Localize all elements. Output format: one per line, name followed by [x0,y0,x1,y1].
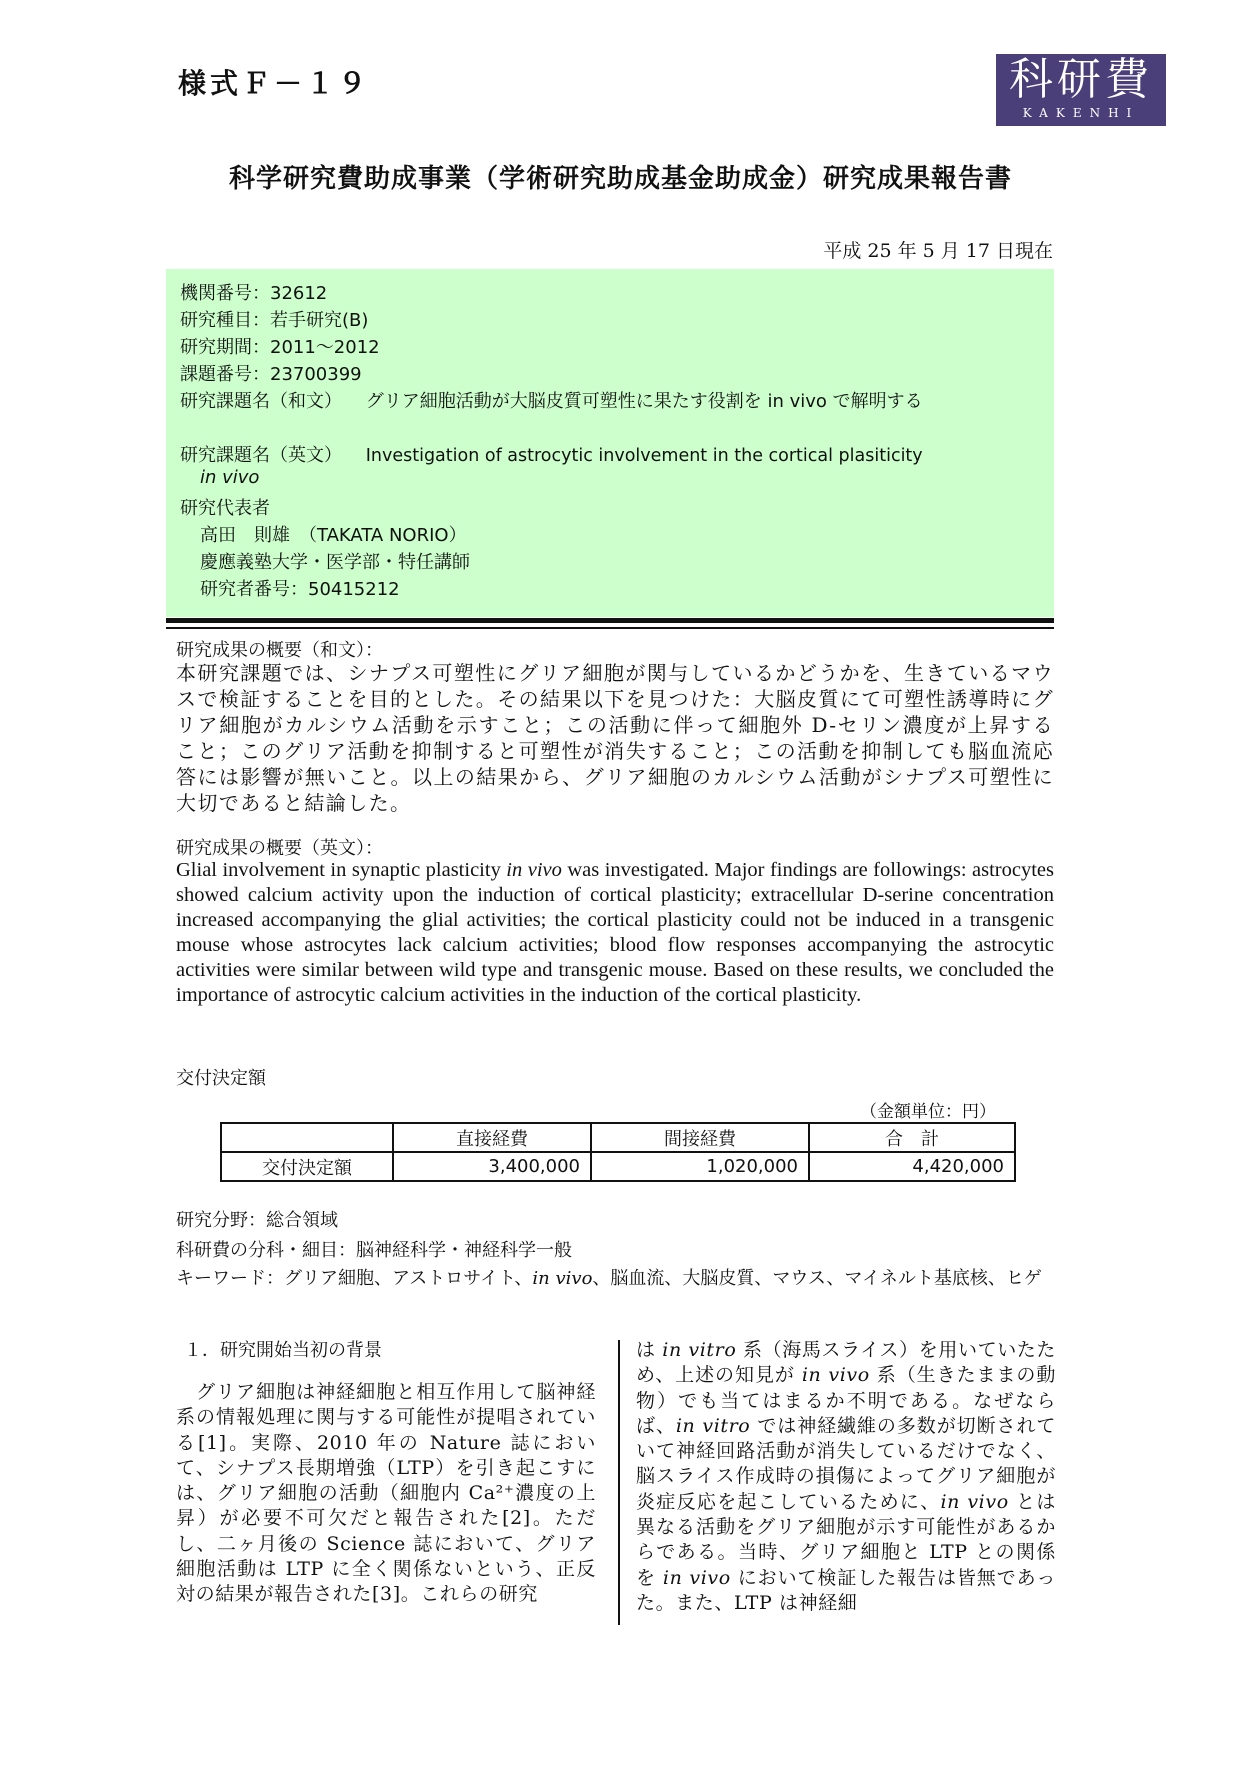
logo-kanji: 科研費 [1009,54,1153,105]
document-title: 科学研究費助成事業（学術研究助成基金助成金）研究成果報告書 [228,164,1012,194]
project-number: 課題番号：23700399 [180,364,362,385]
right-text-2: 系（海馬スライス）を用いていたため、上述の知見が [636,1339,1057,1387]
right-text-6: において検証した報告は皆無であった。また、LTP は神経細 [636,1566,1056,1614]
grant-header-indirect: 間接経費 [591,1123,809,1152]
institution-number: 機関番号：32612 [180,283,328,304]
grant-unit: （金額単位：円） [860,1102,996,1122]
pi-name: 高田 則雄 （TAKATA NORIO） [200,525,467,546]
summary-en-label: 研究成果の概要（英文）： [176,838,383,859]
title-en-continued: in vivo [200,467,260,488]
title-en-row [180,441,923,467]
grant-direct-value: 3,400,000 [393,1152,591,1181]
summary-en-italic: in vivo [506,859,562,881]
research-type: 研究種目：若手研究(B) [180,310,369,331]
research-area: 研究分野：総合領域 [176,1210,338,1231]
title-ja-label: 研究課題名（和文） [180,391,342,412]
summary-en-part-2: was investigated. Major findings are followings: astrocytes showed calcium activity upon the induction of cortical plasticity; extracellular D-serine concentration increased accompanying the glial activities; the cortical plasticity could not be induced in a transgenic mouse whose astrocytes lack calcium activities; blood flow responses accompanying the astrocytic activities were similar between wild type and transgenic mouse. Based on these results, we concluded the importance of astrocytic calcium activities in the induction of the cortical plasticity. [176,859,1054,1006]
summary-en-part-1: Glial involvement in synaptic plasticity [176,859,507,881]
column-divider [618,1340,620,1625]
right-italic-1: in vitro [662,1339,737,1361]
grant-header-empty [221,1123,393,1152]
divider-thin [166,627,1054,629]
grant-label: 交付決定額 [176,1068,266,1089]
pi-label: 研究代表者 [180,498,270,519]
summary-ja-label: 研究成果の概要（和文）： [176,640,383,661]
right-text-5: とは異なる活動をグリア細胞が示す可能性があるからである。当時、グリア細胞と LTP との関係を [636,1490,1056,1589]
form-id: 様式Ｆ－１９ [178,67,371,100]
divider-thick [166,618,1054,623]
title-en-label: 研究課題名（英文） [180,445,342,466]
right-italic-4: in vivo [940,1490,1009,1513]
keywords-italic: in vivo [532,1268,593,1289]
report-date: 平成 25 年 5 月 17 日現在 [823,240,1053,262]
right-italic-3: in vitro [675,1414,751,1437]
background-heading: １．研究開始当初の背景 [184,1340,382,1361]
grant-amount-row [221,1152,1015,1181]
background-left-column: グリア細胞は神経細胞と相互作用して脳神経系の情報処理に関与する可能性が提唱されている[1]。実際、2010 年の Nature 誌において、シナプス長期増強（LTP）を引き起こすには、グリア細胞の活動（細胞内 Ca²⁺濃度の上昇）が必要不可欠だと報告された[2]。ただし、二ヶ月後の Science 誌において、グリア細胞活動は LTP に全く関係ないという、正反対の結果が報告された[3]。これらの研究 [176,1381,596,1606]
pi-researcher-number: 研究者番号：50415212 [200,579,400,600]
keywords [176,1264,1054,1293]
summary-ja-text: 本研究課題では、シナプス可塑性にグリア細胞が関与しているかどうかを、生きているマウスで検証することを目的とした。その結果以下を見つけた：大脳皮質にて可塑性誘導時にグリア細胞がカルシウム活動を示すこと；この活動に伴って細胞外 D-セリン濃度が上昇すること；このグリア活動を抑制すると可塑性が消失すること；この活動を抑制しても脳血流応答には影響が無いこと。以上の結果から、グリア細胞のカルシウム活動がシナプス可塑性に大切であると結論した。 [176,661,1054,815]
keywords-part-2: 、脳血流、大脳皮質、マウス、マイネルト基底核、ヒゲ [592,1268,1042,1289]
grant-header-total: 合 計 [809,1123,1015,1152]
title-en: Investigation of astrocytic involvement in the cortical plasiticity [365,446,923,466]
right-text-4: では神経繊維の多数が切断されていて神経回路活動が消失しているだけでなく、脳スライス作成時の損傷によってグリア細胞が炎症反応を起こしているために、 [636,1414,1057,1513]
pi-affiliation: 慶應義塾大学・医学部・特任講師 [200,552,470,573]
background-right-column [636,1338,1056,1616]
right-italic-2: in vivo [801,1364,870,1387]
right-italic-5: in vivo [662,1566,731,1589]
summary-en-text [176,858,1054,1008]
right-text-1: は [636,1339,663,1361]
keywords-part-1: キーワード：グリア細胞、アストロサイト、 [176,1268,533,1289]
title-ja-row [180,387,923,413]
kakenhi-logo [996,54,1166,126]
grant-total-value: 4,420,000 [809,1152,1015,1181]
grant-row-label: 交付決定額 [221,1152,393,1181]
logo-roman: KAKENHI [1022,106,1140,120]
title-ja: グリア細胞活動が大脳皮質可塑性に果たす役割を in vivo で解明する [365,391,923,412]
project-info-box [166,269,1054,617]
right-text-3: 系（生きたままの動物）でも当てはまるか不明である。なぜならば、 [636,1364,1056,1437]
grant-header-direct: 直接経費 [393,1123,591,1152]
grant-header-row [221,1123,1015,1152]
research-period: 研究期間：2011～2012 [180,337,380,358]
research-subfield: 科研費の分科・細目：脳神経科学・神経科学一般 [176,1240,572,1261]
grant-indirect-value: 1,020,000 [591,1152,809,1181]
grant-table [220,1122,1016,1182]
